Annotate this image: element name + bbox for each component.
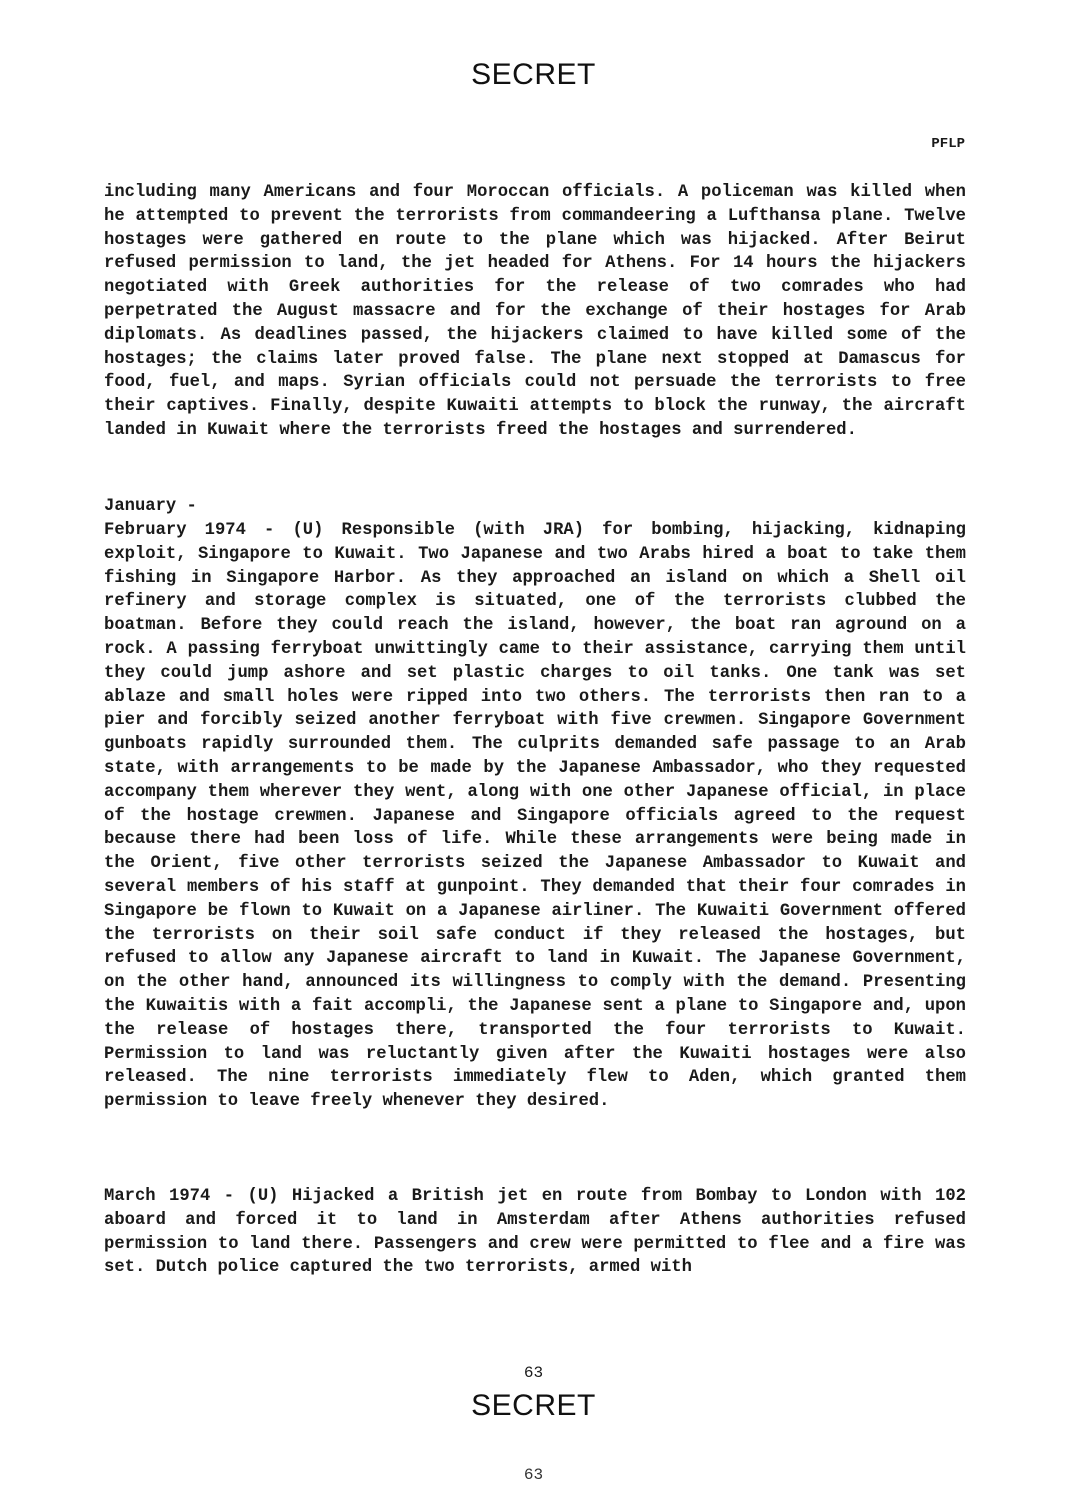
paragraph-singapore-kuwait: February 1974 - (U) Responsible (with JRA) for bombing, hijacking, kidnaping exploit, Singapore to Kuwait. Two Japanese and two Arabs hired a boat to take them fishing in Singapore Harbor. As they approached an island on which a Shell oil refinery and storage complex is situated, one of the terrorists clubbed the boatman. Before they could reach the island, however, the boat ran aground on a rock. A passing ferryboat unwittingly came to their assistance, carrying them until they could jump ashore and set plastic charges to oil tanks. One tank was set ablaze and small holes were ripped into two others. The terrorists then ran to a pier and forcibly seized another ferryboat with five crewmen. Singapore Government gunboats rapidly surrounded them. The culprits demanded safe passage to an Arab state, with arrangements to be made by the Japanese Ambassador, who they requested accompany them wherever they went, along with one other Japanese official, in place of the hostage crewmen. Japanese and Singapore officials agreed to the request because there had been loss of life. While these arrangements were being made in the Orient, five other terrorists seized the Japanese Ambassador to Kuwait and several members of his staff at gunpoint. They demanded that their four comrades in Singapore be flown to Kuwait on a Japanese airliner. The Kuwaiti Government offered the terrorists on their soil safe conduct if they released the hostages, but refused to allow any Japanese aircraft to land in Kuwait. The Japanese Government, on the other hand, announced its willingness to comply with the demand. Presenting the Kuwaitis with a fait accompli, the Japanese sent a plane to Singapore and, upon the release of hostages there, transported the four terrorists to Kuwait. Permission to land was reluctantly given after the Kuwaiti hostages were also released. The nine terrorists immediately flew to Aden, which granted them permission to leave freely whenever they desired. bbox=[104, 521, 966, 1112]
section-code: PFLP bbox=[931, 136, 965, 152]
classification-header: SECRET bbox=[471, 58, 596, 91]
classification-footer: SECRET bbox=[471, 1389, 596, 1422]
page-number: 63 bbox=[523, 1364, 544, 1382]
paragraph-date-heading: January - bbox=[104, 497, 197, 516]
paragraph-lufthansa-hijacking: including many Americans and four Moroccan officials. A policeman was killed when he attempted to prevent the terrorists from commandeering a Lufthansa plane. Twelve hostages were gathered en route to the plane which was hijacked. After Beirut refused permission to land, the jet headed for Athens. For 14 hours the hijackers negotiated with Greek authorities for the release of two comrades who had perpetrated the August massacre and for the exchange of their hostages for Arab diplomats. As deadlines passed, the hijackers claimed to have killed some of the hostages; the claims later proved false. The plane next stopped at Damascus for food, fuel, and maps. Syrian officials could not persuade the terrorists to free their captives. Finally, despite Kuwaiti attempts to block the runway, the aircraft landed in Kuwait where the terrorists freed the hostages and surrendered. bbox=[104, 183, 966, 440]
paragraph-british-jet-hijacking: March 1974 - (U) Hijacked a British jet en route from Bombay to London with 102 aboard and forced it to land in Amsterdam after Athens authorities refused permission to land there. Passengers and crew were permitted to flee and a fire was set. Dutch police captured the two terrorists, armed with bbox=[104, 1187, 966, 1278]
page-number-bottom: 63 bbox=[523, 1466, 544, 1484]
